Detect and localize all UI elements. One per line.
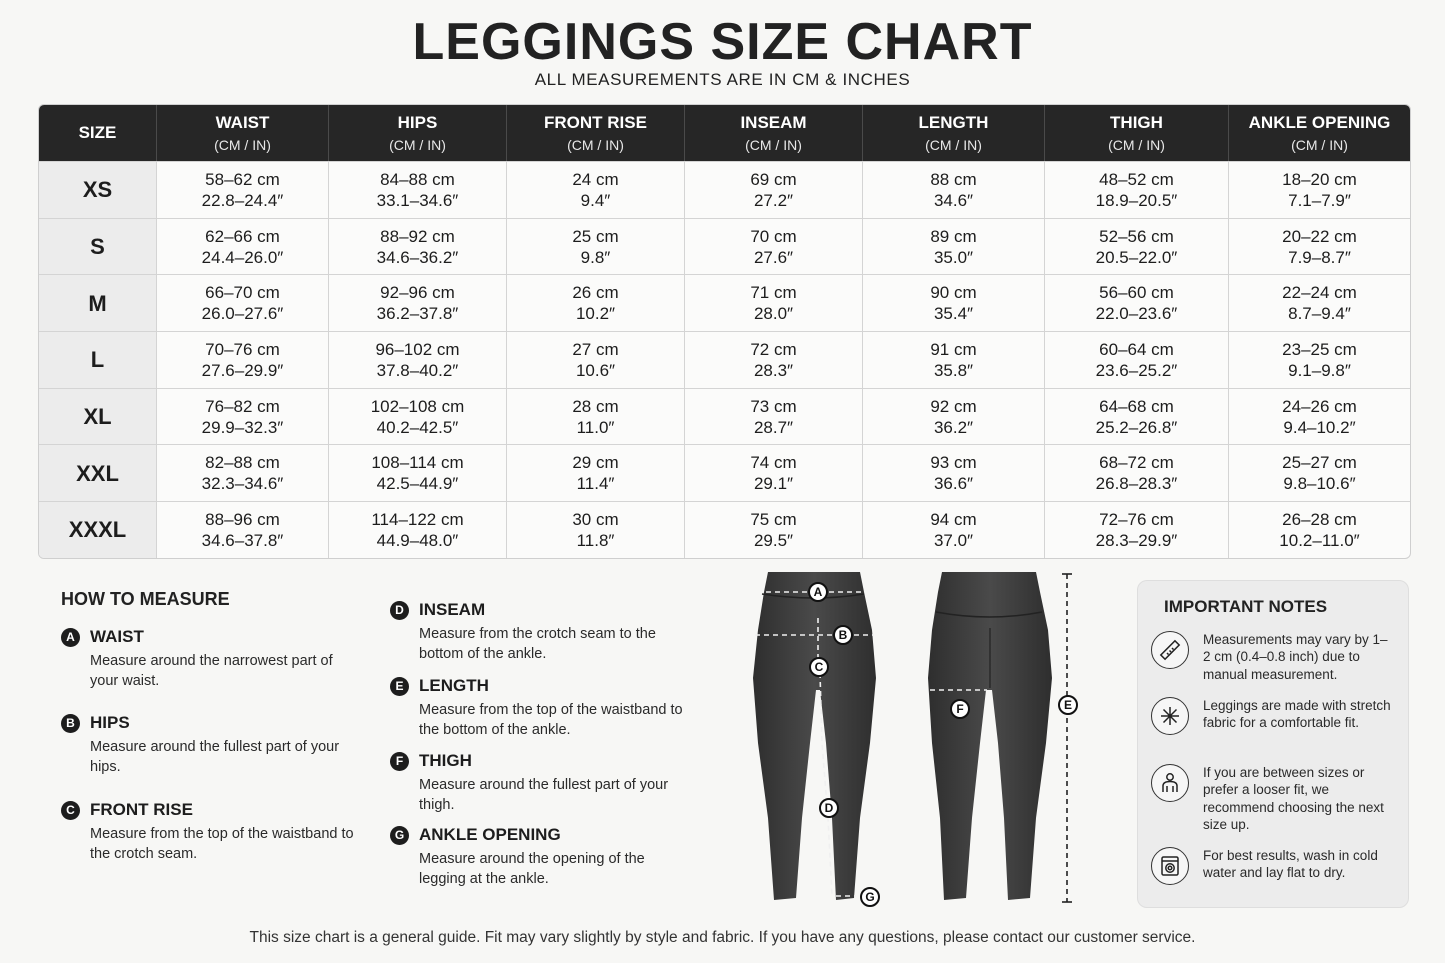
table-row [39,501,1410,558]
letter-badge: A [61,628,80,647]
back-leggings-shape [928,572,1052,900]
table-cell [157,444,329,501]
cell-value-in: 28.0″ [753,304,794,324]
cell-value-in: 32.3–34.6″ [201,474,284,494]
cell-value-in: 9.4″ [580,190,611,210]
table-cell [329,444,507,501]
cell-value-in: 11.4″ [576,474,615,494]
size-label: M [39,274,157,331]
table-cell [863,388,1045,445]
cell-value-cm: 89 cm [930,226,977,246]
table-cell [329,161,507,218]
cell-value-cm: 94 cm [930,509,977,529]
cell-value-in: 28.3–29.9″ [1095,530,1178,550]
header-ankle-opening: ANKLE OPENING (CM / IN) [1229,105,1410,161]
letter-badge: G [390,826,409,845]
letter-badge: E [390,677,409,696]
table-cell [863,331,1045,388]
cell-value-cm: 102–108 cm [370,396,465,416]
cell-value-in: 29.5″ [753,530,794,550]
cell-value-cm: 75 cm [750,509,797,529]
cell-value-in: 33.1–34.6″ [376,190,459,210]
cell-value-in: 8.7–9.4″ [1288,304,1351,324]
table-cell [1229,161,1410,218]
cell-value-in: 9.8–10.6″ [1283,474,1356,494]
svg-text:B: B [838,628,848,642]
table-cell [329,218,507,275]
cell-value-cm: 23–25 cm [1282,339,1357,359]
cell-value-in: 10.2–11.0″ [1279,530,1360,550]
measure-item-thigh [390,751,689,815]
cell-value-in: 10.2″ [575,304,616,324]
cell-value-cm: 60–64 cm [1099,339,1174,359]
label-a-badge [809,583,827,601]
table-row [39,388,1410,445]
cell-value-in: 35.8″ [933,360,974,380]
measure-name: FRONT RISE [90,800,193,819]
cell-value-in: 35.0″ [933,247,974,267]
header-thigh: THIGH (CM / IN) [1045,105,1229,161]
table-row [39,331,1410,388]
cell-value-cm: 64–68 cm [1099,396,1174,416]
table-cell [685,388,863,445]
cell-value-in: 34.6″ [933,190,974,210]
table-cell [507,444,685,501]
measure-name: THIGH [419,751,472,770]
table-cell [157,331,329,388]
cell-value-in: 9.1–9.8″ [1288,360,1351,380]
table-cell [685,274,863,331]
table-cell [1229,388,1410,445]
how-to-measure-title: HOW TO MEASURE [61,589,230,609]
table-cell [157,388,329,445]
table-row [39,218,1410,275]
table-cell [157,218,329,275]
measure-name: ANKLE OPENING [419,825,561,844]
table-row [39,444,1410,501]
table-cell [507,218,685,275]
measure-description: Measure from the top of the waistband to the bottom of the ankle. [419,702,683,738]
cell-value-cm: 24–26 cm [1282,396,1357,416]
measure-item-hips [61,713,360,777]
cell-value-cm: 114–122 cm [371,509,464,529]
table-cell [863,218,1045,275]
note-item: For best results, wash in cold water and lay flat to dry. [1151,847,1401,885]
cell-value-in: 28.3″ [753,360,794,380]
table-cell [863,444,1045,501]
cell-value-cm: 72 cm [750,339,797,359]
svg-text:F: F [956,702,964,716]
table-cell [329,388,507,445]
cell-value-cm: 48–52 cm [1099,169,1174,189]
cell-value-cm: 25–27 cm [1282,453,1357,473]
important-notes-panel [1137,580,1409,908]
table-row [39,161,1410,218]
cell-value-cm: 56–60 cm [1099,283,1174,303]
size-label: XL [39,388,157,445]
measure-description: Measure around the narrowest part of your waist. [90,653,333,689]
table-cell [1045,388,1229,445]
cell-value-cm: 62–66 cm [205,226,280,246]
cell-value-in: 7.1–7.9″ [1288,190,1351,210]
cell-value-cm: 93 cm [930,453,977,473]
table-cell [685,161,863,218]
cell-value-cm: 92 cm [930,396,977,416]
person-icon [1151,764,1189,802]
leggings-diagram [740,568,1090,913]
table-cell [1229,444,1410,501]
cell-value-cm: 27 cm [572,339,619,359]
cell-value-in: 10.6″ [575,360,616,380]
table-cell [685,444,863,501]
cell-value-in: 37.8–40.2″ [376,360,459,380]
size-label: S [39,218,157,275]
cell-value-in: 25.2–26.8″ [1095,417,1178,437]
header-size: SIZE [39,105,157,161]
cell-value-cm: 70 cm [750,226,797,246]
table-cell [507,331,685,388]
cell-value-cm: 68–72 cm [1099,453,1174,473]
measure-item-ankle-opening [390,825,689,889]
table-cell [685,331,863,388]
svg-text:D: D [824,801,834,815]
letter-badge: C [61,801,80,820]
cell-value-in: 7.9–8.7″ [1288,247,1351,267]
svg-text:C: C [814,660,824,674]
table-cell [507,274,685,331]
letter-badge: D [390,601,409,620]
svg-text:E: E [1063,698,1073,712]
measure-name: HIPS [90,713,130,732]
table-cell [1229,501,1410,558]
cell-value-cm: 92–96 cm [380,283,455,303]
cell-value-in: 26.8–28.3″ [1095,474,1178,494]
cell-value-cm: 91 cm [930,339,977,359]
table-cell [685,501,863,558]
cell-value-cm: 74 cm [750,453,797,473]
measure-name: LENGTH [419,676,489,695]
table-cell [863,274,1045,331]
measure-item-length [390,676,689,740]
cell-value-cm: 66–70 cm [205,283,280,303]
measure-description: Measure around the fullest part of your thigh. [419,777,669,813]
table-cell [1229,274,1410,331]
measure-name: WAIST [90,627,144,646]
header-length: LENGTH (CM / IN) [863,105,1045,161]
cell-value-cm: 96–102 cm [375,339,460,359]
table-cell [1045,444,1229,501]
page-subtitle: ALL MEASUREMENTS ARE IN CM & INCHES [534,70,911,89]
table-cell [863,501,1045,558]
table-cell [685,218,863,275]
cell-value-cm: 30 cm [572,509,619,529]
table-cell [1045,501,1229,558]
table-row [39,274,1410,331]
cell-value-in: 23.6–25.2″ [1095,360,1178,380]
measure-name: INSEAM [419,600,486,619]
cell-value-cm: 71 cm [750,283,797,303]
table-cell [1229,331,1410,388]
size-label: L [39,331,157,388]
table-header-row [39,105,1410,161]
cell-value-in: 36.6″ [933,474,974,494]
cell-value-cm: 24 cm [572,169,619,189]
cell-value-cm: 22–24 cm [1282,283,1357,303]
header-inseam: INSEAM (CM / IN) [685,105,863,161]
cell-value-in: 18.9–20.5″ [1095,190,1178,210]
table-cell [157,501,329,558]
table-cell [329,331,507,388]
cell-value-in: 34.6–37.8″ [201,530,284,550]
table-cell [157,274,329,331]
header-front-rise: FRONT RISE (CM / IN) [507,105,685,161]
size-label: XXXL [39,501,157,558]
leggings-illustration [740,568,1090,913]
cell-value-in: 27.6–29.9″ [201,360,284,380]
table-cell [507,501,685,558]
note-item: If you are between sizes or prefer a looser fit, we recommend choosing the next size up. [1151,764,1401,834]
cell-value-cm: 88–96 cm [205,509,280,529]
table-cell [329,501,507,558]
table-cell [1045,331,1229,388]
cell-value-cm: 69 cm [750,169,797,189]
size-label: XS [39,161,157,218]
cell-value-in: 27.2″ [753,190,794,210]
measure-description: Measure from the crotch seam to the bottom of the ankle. [419,626,656,662]
cell-value-in: 44.9–48.0″ [376,530,459,550]
table-cell [863,161,1045,218]
cell-value-in: 29.9–32.3″ [201,417,284,437]
cell-value-in: 28.7″ [753,417,794,437]
cell-value-in: 36.2″ [933,417,974,437]
cell-value-cm: 108–114 cm [371,453,464,473]
measure-description: Measure from the top of the waistband to the crotch seam. [90,826,354,862]
cell-value-in: 40.2–42.5″ [376,417,459,437]
label-g-badge [861,888,879,906]
note-item: Leggings are made with stretch fabric for a comfortable fit. [1151,697,1401,735]
note-item: Measurements may vary by 1–2 cm (0.4–0.8 inch) due to manual measurement. [1151,631,1401,683]
cell-value-cm: 72–76 cm [1099,509,1174,529]
measure-item-inseam [390,600,689,664]
label-e-badge [1059,696,1077,714]
cell-value-cm: 20–22 cm [1282,226,1357,246]
size-chart-table [38,104,1411,559]
footer-disclaimer: This size chart is a general guide. Fit may vary slightly by style and fabric. If you have any questions, please contact our customer service. [249,929,1196,946]
cell-value-in: 29.1″ [753,474,794,494]
stretch-icon [1151,697,1189,735]
cell-value-in: 9.8″ [580,247,611,267]
cell-value-in: 11.0″ [576,417,615,437]
cell-value-cm: 76–82 cm [205,396,280,416]
cell-value-cm: 29 cm [572,453,619,473]
label-b-badge [834,626,852,644]
cell-value-cm: 18–20 cm [1282,169,1357,189]
cell-value-cm: 88–92 cm [380,226,455,246]
table-cell [1045,161,1229,218]
cell-value-cm: 52–56 cm [1099,226,1174,246]
table-cell [1045,274,1229,331]
washing-machine-icon [1151,847,1189,885]
table-cell [1045,218,1229,275]
cell-value-cm: 88 cm [930,169,977,189]
cell-value-in: 26.0–27.6″ [201,304,284,324]
cell-value-cm: 26–28 cm [1282,509,1357,529]
measure-item-front-rise [61,800,360,864]
table-cell [1229,218,1410,275]
cell-value-in: 11.8″ [576,530,615,550]
cell-value-cm: 82–88 cm [205,453,280,473]
cell-value-cm: 84–88 cm [380,169,455,189]
cell-value-cm: 58–62 cm [205,169,280,189]
size-label: XXL [39,444,157,501]
table-cell [507,161,685,218]
table-cell [329,274,507,331]
cell-value-cm: 26 cm [572,283,619,303]
front-leggings-shape [753,572,876,900]
measure-description: Measure around the opening of the legging at the ankle. [419,851,645,887]
label-d-badge [820,799,838,817]
table-cell [157,161,329,218]
cell-value-in: 42.5–44.9″ [376,474,459,494]
cell-value-in: 24.4–26.0″ [201,247,284,267]
cell-value-in: 22.0–23.6″ [1095,304,1178,324]
ruler-icon [1151,631,1189,669]
header-hips: HIPS (CM / IN) [329,105,507,161]
cell-value-in: 35.4″ [933,304,974,324]
notes-title: IMPORTANT NOTES [1164,597,1328,616]
svg-text:A: A [813,585,823,599]
table-cell [507,388,685,445]
cell-value-in: 9.4–10.2″ [1283,417,1356,437]
cell-value-cm: 70–76 cm [205,339,280,359]
svg-text:G: G [865,890,875,904]
cell-value-in: 27.6″ [753,247,794,267]
label-c-badge [810,658,828,676]
header-waist: WAIST (CM / IN) [157,105,329,161]
letter-badge: F [390,752,409,771]
page-title: LEGGINGS SIZE CHART [412,13,1033,71]
measure-item-waist [61,627,360,691]
label-f-badge [951,700,969,718]
cell-value-in: 20.5–22.0″ [1095,247,1178,267]
cell-value-cm: 73 cm [750,396,797,416]
cell-value-cm: 25 cm [572,226,619,246]
cell-value-cm: 90 cm [930,283,977,303]
measure-description: Measure around the fullest part of your hips. [90,739,340,775]
cell-value-cm: 28 cm [572,396,619,416]
cell-value-in: 34.6–36.2″ [376,247,459,267]
letter-badge: B [61,714,80,733]
cell-value-in: 22.8–24.4″ [201,190,284,210]
cell-value-in: 37.0″ [933,530,974,550]
cell-value-in: 36.2–37.8″ [376,304,459,324]
